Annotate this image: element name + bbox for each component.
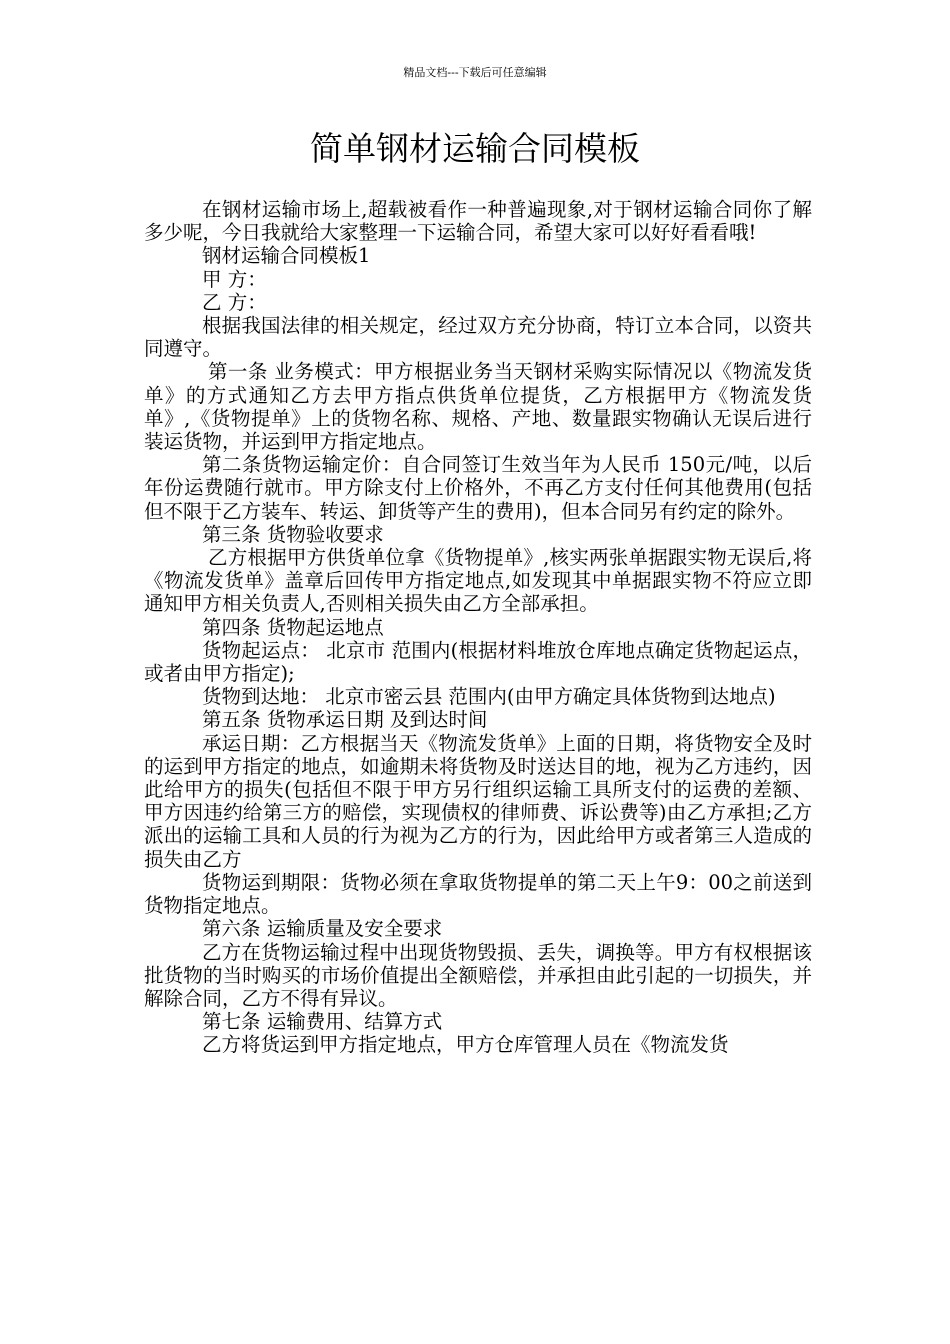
header-note: 精品文档---下载后可任意编辑 bbox=[403, 66, 547, 79]
delivery-deadline-paragraph: 货物运到期限：货物必须在拿取货物提单的第二天上午9：00之前送到货物指定地点。 bbox=[144, 870, 812, 918]
article-7-heading: 第七条 运输费用、结算方式 bbox=[202, 1010, 443, 1034]
intro-paragraph: 在钢材运输市场上,超载被看作一种普遍现象,对于钢材运输合同你了解多少呢，今日我就给大家整理一下运输合同，希望大家可以好好看看哦! bbox=[144, 198, 812, 245]
article-5-heading: 第五条 货物承运日期 及到达时间 bbox=[202, 708, 488, 732]
article-6-heading: 第六条 运输质量及安全要求 bbox=[202, 917, 443, 941]
article-3-heading: 第三条 货物验收要求 bbox=[202, 522, 384, 546]
article-3-paragraph: 乙方根据甲方供货单位拿《货物提单》,核实两张单据跟实物无误后,将《物流发货单》盖章后回传甲方指定地点,如发现其中单据跟实物不符应立即通知甲方相关负责人,否则相关损失由乙方全部承担。 bbox=[144, 546, 812, 616]
shipping-date-paragraph: 承运日期：乙方根据当天《物流发货单》上面的日期，将货物安全及时的运到甲方指定的地点，如逾期未将货物及时送达目的地，视为乙方违约，因此给甲方的损失(包括但不限于甲方另行组织运输工具所支付的运费的差额、甲方因违约给第三方的赔偿，实现债权的律师费、诉讼费等)由乙方承担;乙方派出的运输工具和人员的行为视为乙方的行为，因此给甲方或者第三人造成的损失由乙方 bbox=[144, 731, 812, 871]
preamble-paragraph: 根据我国法律的相关规定，经过双方充分协商，特订立本合同，以资共同遵守。 bbox=[144, 314, 812, 361]
article-7-paragraph: 乙方将货运到甲方指定地点，甲方仓库管理人员在《物流发货 bbox=[202, 1033, 729, 1057]
article-6-paragraph: 乙方在货物运输过程中出现货物毁损、丢失，调换等。甲方有权根据该批货物的当时购买的市场价值提出全额赔偿，并承担由此引起的一切损失，并解除合同，乙方不得有异议。 bbox=[144, 940, 812, 1010]
article-2-paragraph: 第二条货物运输定价：自合同签订生效当年为人民币 150元/吨，以后年份运费随行就市。甲方除支付上价格外，不再乙方支付任何其他费用(包括但不限于乙方装车、转运、卸货等产生的费用)，但本合同另有约定的除外。 bbox=[144, 453, 812, 523]
document-title: 简单钢材运输合同模板 bbox=[310, 129, 640, 168]
party-a-line: 甲 方： bbox=[202, 267, 267, 291]
template-heading: 钢材运输合同模板1 bbox=[202, 244, 371, 268]
article-4-heading: 第四条 货物起运地点 bbox=[202, 615, 384, 639]
destination-paragraph: 货物到达地： 北京市密云县 范围内(由甲方确定具体货物到达地点) bbox=[202, 685, 776, 709]
party-b-line: 乙 方： bbox=[202, 290, 267, 314]
document-body bbox=[144, 198, 812, 1057]
origin-paragraph: 货物起运点： 北京市 范围内(根据材料堆放仓库地点确定货物起运点，或者由甲方指定); bbox=[144, 638, 812, 686]
article-1-paragraph: 第一条 业务模式：甲方根据业务当天钢材采购实际情况以《物流发货单》的方式通知乙方去甲方指点供货单位提货，乙方根据甲方《物流发货单》,《货物提单》上的货物名称、规格、产地、数量跟实物确认无误后进行装运货物，并运到甲方指定地点。 bbox=[144, 360, 812, 454]
